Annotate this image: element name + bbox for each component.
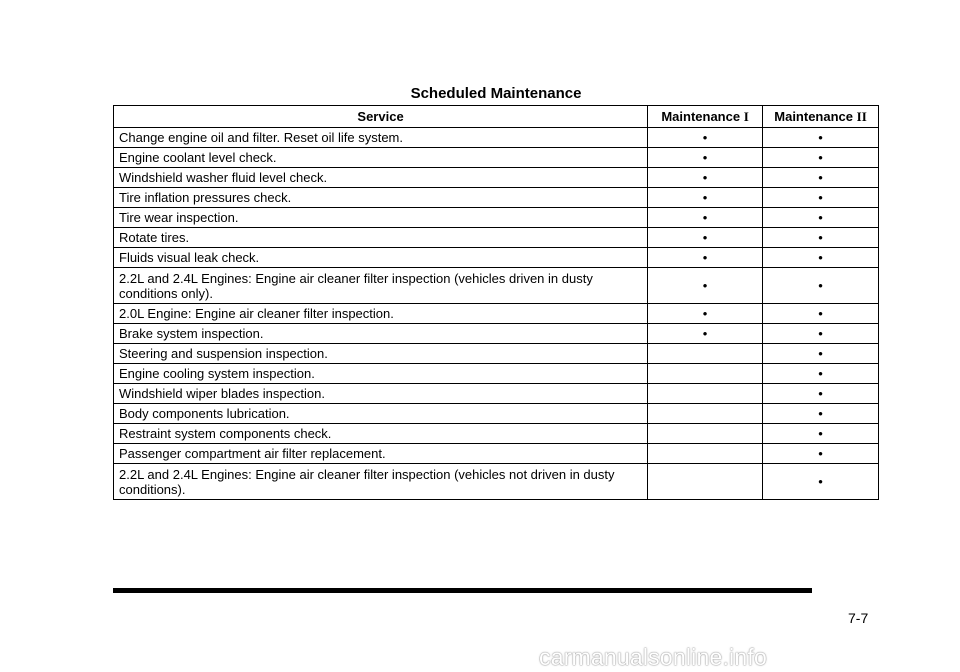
- table-row: [114, 148, 879, 168]
- page-number: 7-7: [848, 610, 869, 626]
- maintenance-1-cell: •: [648, 148, 763, 168]
- header-maintenance-2: [763, 106, 879, 128]
- maintenance-2-cell: •: [763, 128, 879, 148]
- service-cell: Tire wear inspection.: [114, 208, 648, 228]
- maintenance-1-cell: •: [648, 248, 763, 268]
- maintenance-1-cell: •: [648, 324, 763, 344]
- maintenance-1-cell: [648, 384, 763, 404]
- maintenance-2-cell: •: [763, 324, 879, 344]
- maintenance-1-cell: [648, 444, 763, 464]
- service-cell: Steering and suspension inspection.: [114, 344, 648, 364]
- table-row: [114, 444, 879, 464]
- table-row: [114, 128, 879, 148]
- maintenance-2-cell: •: [763, 304, 879, 324]
- service-cell: 2.0L Engine: Engine air cleaner filter inspection.: [114, 304, 648, 324]
- maintenance-table: [113, 105, 879, 500]
- service-cell: Body components lubrication.: [114, 404, 648, 424]
- table-row: [114, 344, 879, 364]
- table-row: [114, 424, 879, 444]
- table-row: [114, 304, 879, 324]
- service-cell: Change engine oil and filter. Reset oil life system.: [114, 128, 648, 148]
- service-cell: Brake system inspection.: [114, 324, 648, 344]
- table-row: [114, 248, 879, 268]
- maintenance-2-cell: •: [763, 344, 879, 364]
- maintenance-2-cell: •: [763, 148, 879, 168]
- table-row: [114, 188, 879, 208]
- maintenance-2-cell: •: [763, 228, 879, 248]
- table-row: [114, 324, 879, 344]
- maintenance-2-cell: •: [763, 168, 879, 188]
- table-header-row: [114, 106, 879, 128]
- maintenance-2-cell: •: [763, 444, 879, 464]
- maintenance-2-cell: •: [763, 404, 879, 424]
- table-row: [114, 384, 879, 404]
- header-maintenance-2-numeral: II: [856, 109, 867, 124]
- maintenance-1-cell: •: [648, 188, 763, 208]
- header-maintenance-1: [648, 106, 763, 128]
- table-row: [114, 228, 879, 248]
- page-title: Scheduled Maintenance: [410, 85, 582, 102]
- service-cell: 2.2L and 2.4L Engines: Engine air cleaner filter inspection (vehicles not driven in dusty conditions).: [114, 464, 648, 500]
- header-maintenance-2-label: Maintenance: [774, 109, 854, 124]
- maintenance-1-cell: [648, 404, 763, 424]
- maintenance-2-cell: •: [763, 464, 879, 500]
- service-cell: Engine coolant level check.: [114, 148, 648, 168]
- maintenance-2-cell: •: [763, 364, 879, 384]
- table-row: [114, 268, 879, 304]
- header-maintenance-1-label: Maintenance: [661, 109, 741, 124]
- service-cell: Windshield washer fluid level check.: [114, 168, 648, 188]
- header-service: Service: [114, 106, 648, 128]
- maintenance-2-cell: •: [763, 268, 879, 304]
- service-cell: Tire inflation pressures check.: [114, 188, 648, 208]
- table-row: [114, 404, 879, 424]
- table-row: [114, 168, 879, 188]
- service-cell: Windshield wiper blades inspection.: [114, 384, 648, 404]
- service-cell: Passenger compartment air filter replacement.: [114, 444, 648, 464]
- service-cell: Rotate tires.: [114, 228, 648, 248]
- watermark: carmanualsonline.info: [539, 644, 767, 670]
- maintenance-1-cell: •: [648, 228, 763, 248]
- maintenance-1-cell: [648, 424, 763, 444]
- table-row: [114, 208, 879, 228]
- service-cell: Fluids visual leak check.: [114, 248, 648, 268]
- maintenance-1-cell: •: [648, 304, 763, 324]
- service-cell: Engine cooling system inspection.: [114, 364, 648, 384]
- maintenance-1-cell: [648, 464, 763, 500]
- table-row: [114, 464, 879, 500]
- maintenance-2-cell: •: [763, 248, 879, 268]
- maintenance-1-cell: [648, 344, 763, 364]
- maintenance-2-cell: •: [763, 208, 879, 228]
- maintenance-1-cell: [648, 364, 763, 384]
- maintenance-1-cell: •: [648, 268, 763, 304]
- maintenance-1-cell: •: [648, 208, 763, 228]
- maintenance-2-cell: •: [763, 424, 879, 444]
- maintenance-1-cell: •: [648, 168, 763, 188]
- header-maintenance-1-numeral: I: [743, 109, 749, 124]
- maintenance-1-cell: •: [648, 128, 763, 148]
- service-cell: Restraint system components check.: [114, 424, 648, 444]
- maintenance-2-cell: •: [763, 384, 879, 404]
- maintenance-2-cell: •: [763, 188, 879, 208]
- footer-rule: [113, 588, 812, 593]
- service-cell: 2.2L and 2.4L Engines: Engine air cleaner filter inspection (vehicles driven in dusty conditions only).: [114, 268, 648, 304]
- table-row: [114, 364, 879, 384]
